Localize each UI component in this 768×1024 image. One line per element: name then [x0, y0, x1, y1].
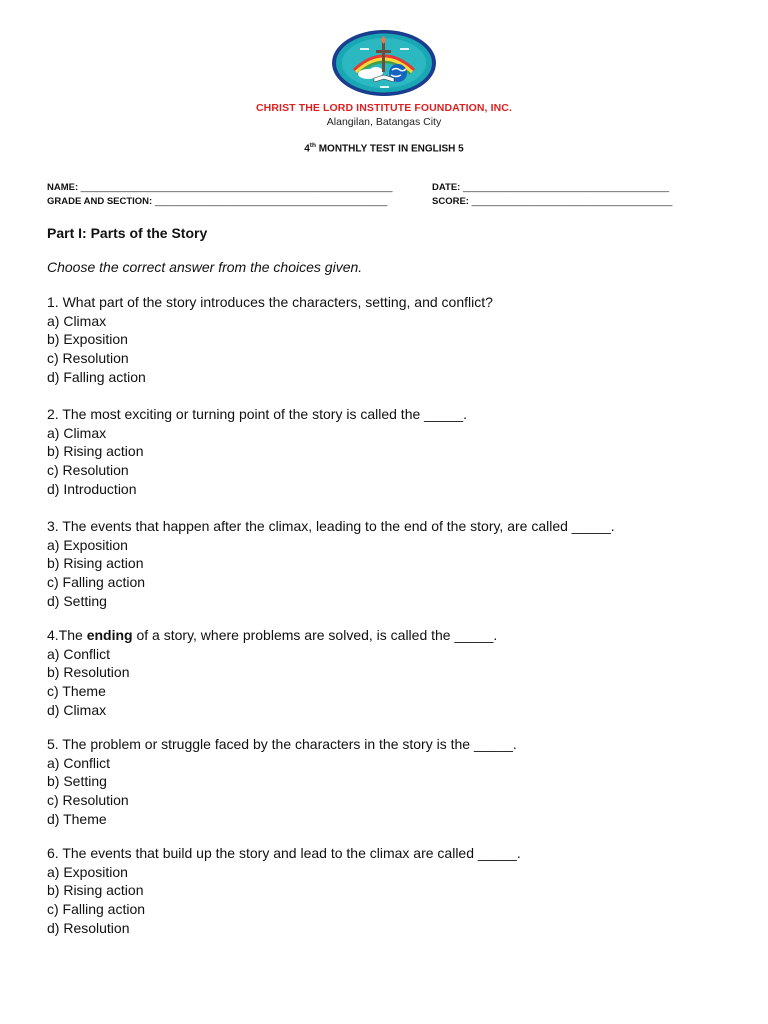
question-6	[47, 844, 521, 938]
choice-d[interactable]: d) Introduction	[47, 480, 137, 497]
choice-b[interactable]: b) Resolution	[47, 664, 130, 681]
question-1	[47, 293, 493, 387]
question-3	[47, 517, 615, 611]
choice-b[interactable]: b) Setting	[47, 773, 107, 790]
question-5	[47, 735, 517, 829]
question-text: 3. The events that happen after the climax, leading to the end of the story, are called _____.	[47, 518, 615, 534]
question-4	[47, 626, 497, 720]
choice-a[interactable]: a) Climax	[47, 424, 107, 441]
choice-b[interactable]: b) Rising action	[47, 555, 144, 572]
choice-b[interactable]: b) Exposition	[47, 331, 128, 348]
choice-a[interactable]: a) Climax	[47, 312, 107, 329]
test-title	[0, 142, 768, 154]
date-blank[interactable]: _______________________________________	[460, 182, 670, 193]
choice-c[interactable]: c) Theme	[47, 683, 106, 700]
date-line[interactable]	[432, 182, 669, 193]
question-text: 5. The problem or struggle faced by the characters in the story is the _____.	[47, 736, 517, 752]
question-2	[47, 405, 467, 499]
score-blank[interactable]: ______________________________________	[468, 196, 673, 207]
question-text: 2. The most exciting or turning point of the story is called the _____.	[47, 406, 467, 422]
name-label: NAME:	[47, 182, 79, 193]
name-line[interactable]	[47, 182, 393, 193]
choice-d[interactable]: d) Falling action	[47, 368, 146, 385]
part-title: Part I: Parts of the Story	[47, 225, 208, 241]
grade-section-blank[interactable]: ____________________________________________	[152, 196, 388, 207]
choice-a[interactable]: a) Exposition	[47, 536, 128, 553]
score-label: SCORE:	[432, 196, 469, 207]
choice-a[interactable]: a) Exposition	[47, 863, 128, 880]
test-ordinal: 4	[304, 143, 310, 155]
choice-b[interactable]: b) Rising action	[47, 443, 144, 460]
date-label: DATE:	[432, 182, 461, 193]
choice-b[interactable]: b) Rising action	[47, 882, 144, 899]
question-keyword: ending	[86, 627, 133, 643]
grade-section-line[interactable]	[47, 196, 387, 207]
choice-d[interactable]: d) Theme	[47, 810, 107, 827]
choice-d[interactable]: d) Climax	[47, 701, 107, 718]
question-text-before: 4.The	[47, 627, 87, 643]
name-blank[interactable]: ___________________________________________________________	[78, 182, 393, 193]
choice-c[interactable]: c) Resolution	[47, 350, 129, 367]
question-text: 1. What part of the story introduces the characters, setting, and conflict?	[47, 294, 493, 310]
score-line[interactable]	[432, 196, 672, 207]
choice-a[interactable]: a) Conflict	[47, 645, 111, 662]
test-title-text: MONTHLY TEST IN ENGLISH 5	[318, 143, 464, 155]
question-text-after: of a story, where problems are solved, is called the _____.	[132, 627, 498, 643]
question-text	[47, 626, 497, 645]
choice-c[interactable]: c) Falling action	[47, 574, 146, 591]
school-name: CHRIST THE LORD INSTITUTE FOUNDATION, INC.	[256, 102, 512, 114]
grade-section-label: GRADE AND SECTION:	[47, 196, 153, 207]
instructions: Choose the correct answer from the choices given.	[47, 259, 363, 275]
choice-a[interactable]: a) Conflict	[47, 754, 111, 771]
question-text: 6. The events that build up the story and lead to the climax are called _____.	[47, 845, 521, 861]
choice-d[interactable]: d) Setting	[47, 592, 107, 609]
choice-c[interactable]: c) Resolution	[47, 462, 129, 479]
school-address: Alangilan, Batangas City	[326, 116, 442, 128]
choice-c[interactable]: c) Falling action	[47, 901, 146, 918]
test-ordinal-suffix: th	[309, 142, 316, 149]
choice-c[interactable]: c) Resolution	[47, 792, 129, 809]
choice-d[interactable]: d) Resolution	[47, 919, 130, 936]
school-logo	[330, 28, 438, 98]
